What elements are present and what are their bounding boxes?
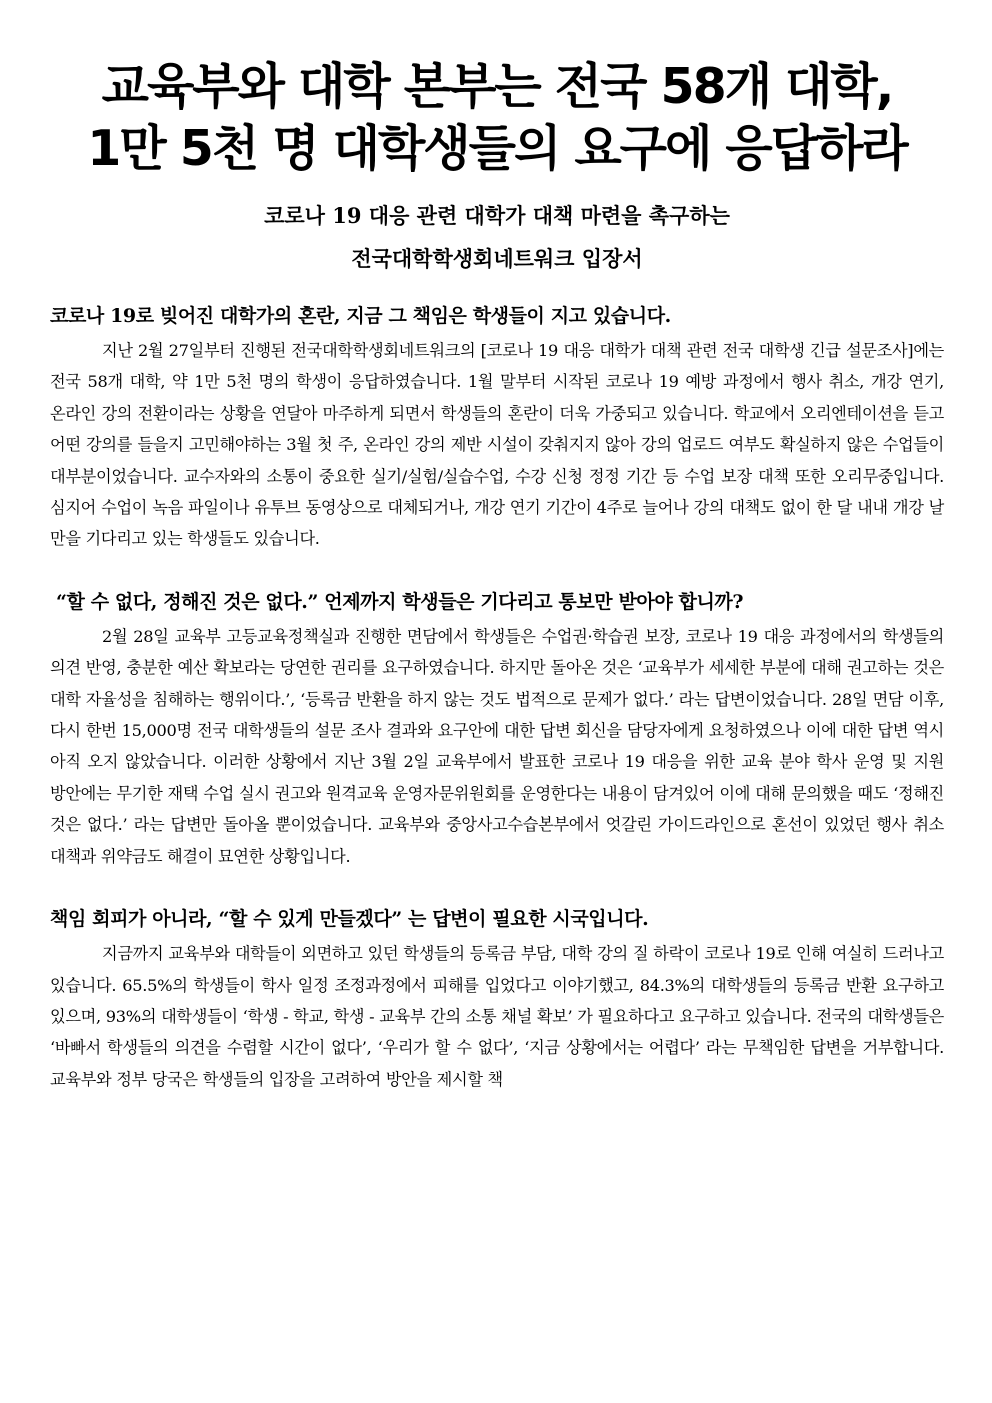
section-3-heading: 책임 회피가 아니라, “할 수 있게 만들겠다” 는 답변이 필요한 시국입니다.	[50, 908, 649, 931]
section-3	[50, 906, 944, 1095]
section-1	[50, 303, 944, 555]
section-2	[50, 589, 944, 872]
section-1-heading: 코로나 19로 빚어진 대학가의 혼란, 지금 그 책임은 학생들이 지고 있습니다.	[50, 305, 671, 327]
section-1-paragraph: 지난 2월 27일부터 진행된 전국대학학생회네트워크의 [코로나 19 대응 대학가 대책 관련 전국 대학생 긴급 설문조사]에는 전국 58개 대학, 약 1만 5천 명의 학생이 응답하였습니다. 1월 말부터 시작된 코로나 19 예방 과정에서 행사 취소, 개강 연기, 온라인 강의 전환이라는 상황을 연달아 마주하게 되면서 학생들의 혼란이 더욱 가중되고 있습니다. 학교에서 오리엔테이션을 듣고 어떤 강의를 들을지 고민해야하는 3월 첫 주, 온라인 강의 제반 시설이 갖춰지지 않아 강의 업로드 여부도 확실하지 않은 수업들이 대부분이었습니다. 교수자와의 소통이 중요한 실기/실험/실습수업, 수강 신청 정정 기간 등 수업 보장 대책 또한 오리무중입니다. 심지어 수업이 녹음 파일이나 유투브 동영상으로 대체되거나, 개강 연기 기간이 4주로 늘어나 강의 대책도 없이 한 달 내내 개강 날 만을 기다리고 있는 학생들도 있습니다.	[50, 341, 944, 549]
title-line-2: 1만 5천 명 대학생들의 요구에 응답하라	[87, 120, 907, 177]
document-subtitle	[50, 194, 944, 280]
section-3-paragraph: 지금까지 교육부와 대학들이 외면하고 있던 학생들의 등록금 부담, 대학 강의 질 하락이 코로나 19로 인해 여실히 드러나고 있습니다. 65.5%의 학생들이 학사 일정 조정과정에서 피해를 입었다고 이야기했고, 84.3%의 대학생들의 등록금 반환 요구하고 있으며, 93%의 대학생들이 ‘학생 - 학교, 학생 - 교육부 간의 소통 채널 확보’ 가 필요하다고 요구하고 있습니다. 전국의 대학생들은 ‘바빠서 학생들의 의견을 수렴할 시간이 없다’, ‘우리가 할 수 없다’, ‘지금 상황에서는 어렵다’ 라는 무책임한 답변을 거부합니다. 교육부와 정부 당국은 학생들의 입장을 고려하여 방안을 제시할 책	[50, 944, 944, 1089]
document-title	[50, 56, 944, 180]
section-2-paragraph: 2월 28일 교육부 고등교육정책실과 진행한 면담에서 학생들은 수업권·학습권 보장, 코로나 19 대응 과정에서의 학생들의 의견 반영, 충분한 예산 확보라는 당연한 권리를 요구하였습니다. 하지만 돌아온 것은 ‘교육부가 세세한 부분에 대해 권고하는 것은 대학 자율성을 침해하는 행위이다.’, ‘등록금 반환을 하지 않는 것도 법적으로 문제가 없다.’ 라는 답변이었습니다. 28일 면담 이후, 다시 한번 15,000명 전국 대학생들의 설문 조사 결과와 요구안에 대한 답변 회신을 담당자에게 요청하였으나 이에 대한 답변 역시 아직 오지 않았습니다. 이러한 상황에서 지난 3월 2일 교육부에서 발표한 코로나 19 대응을 위한 교육 분야 학사 운영 및 지원 방안에는 무기한 재택 수업 실시 권고와 원격교육 운영자문위원회를 운영한다는 내용이 담겨있어 이에 대해 문의했을 때도 ‘정해진 것은 없다.’ 라는 답변만 돌아올 뿐이었습니다. 교육부와 중앙사고수습본부에서 엇갈린 가이드라인으로 혼선이 있었던 행사 취소 대책과 위약금도 해결이 묘연한 상황입니다.	[50, 626, 944, 866]
subtitle-line-1: 코로나 19 대응 관련 대학가 대책 마련을 촉구하는	[264, 203, 730, 228]
title-line-1: 교육부와 대학 본부는 전국 58개 대학,	[101, 58, 893, 115]
section-2-heading: “할 수 없다, 정해진 것은 없다.” 언제까지 학생들은 기다리고 통보만 받아야 합니까?	[56, 590, 744, 613]
subtitle-line-2: 전국대학학생회네트워크 입장서	[351, 246, 643, 271]
